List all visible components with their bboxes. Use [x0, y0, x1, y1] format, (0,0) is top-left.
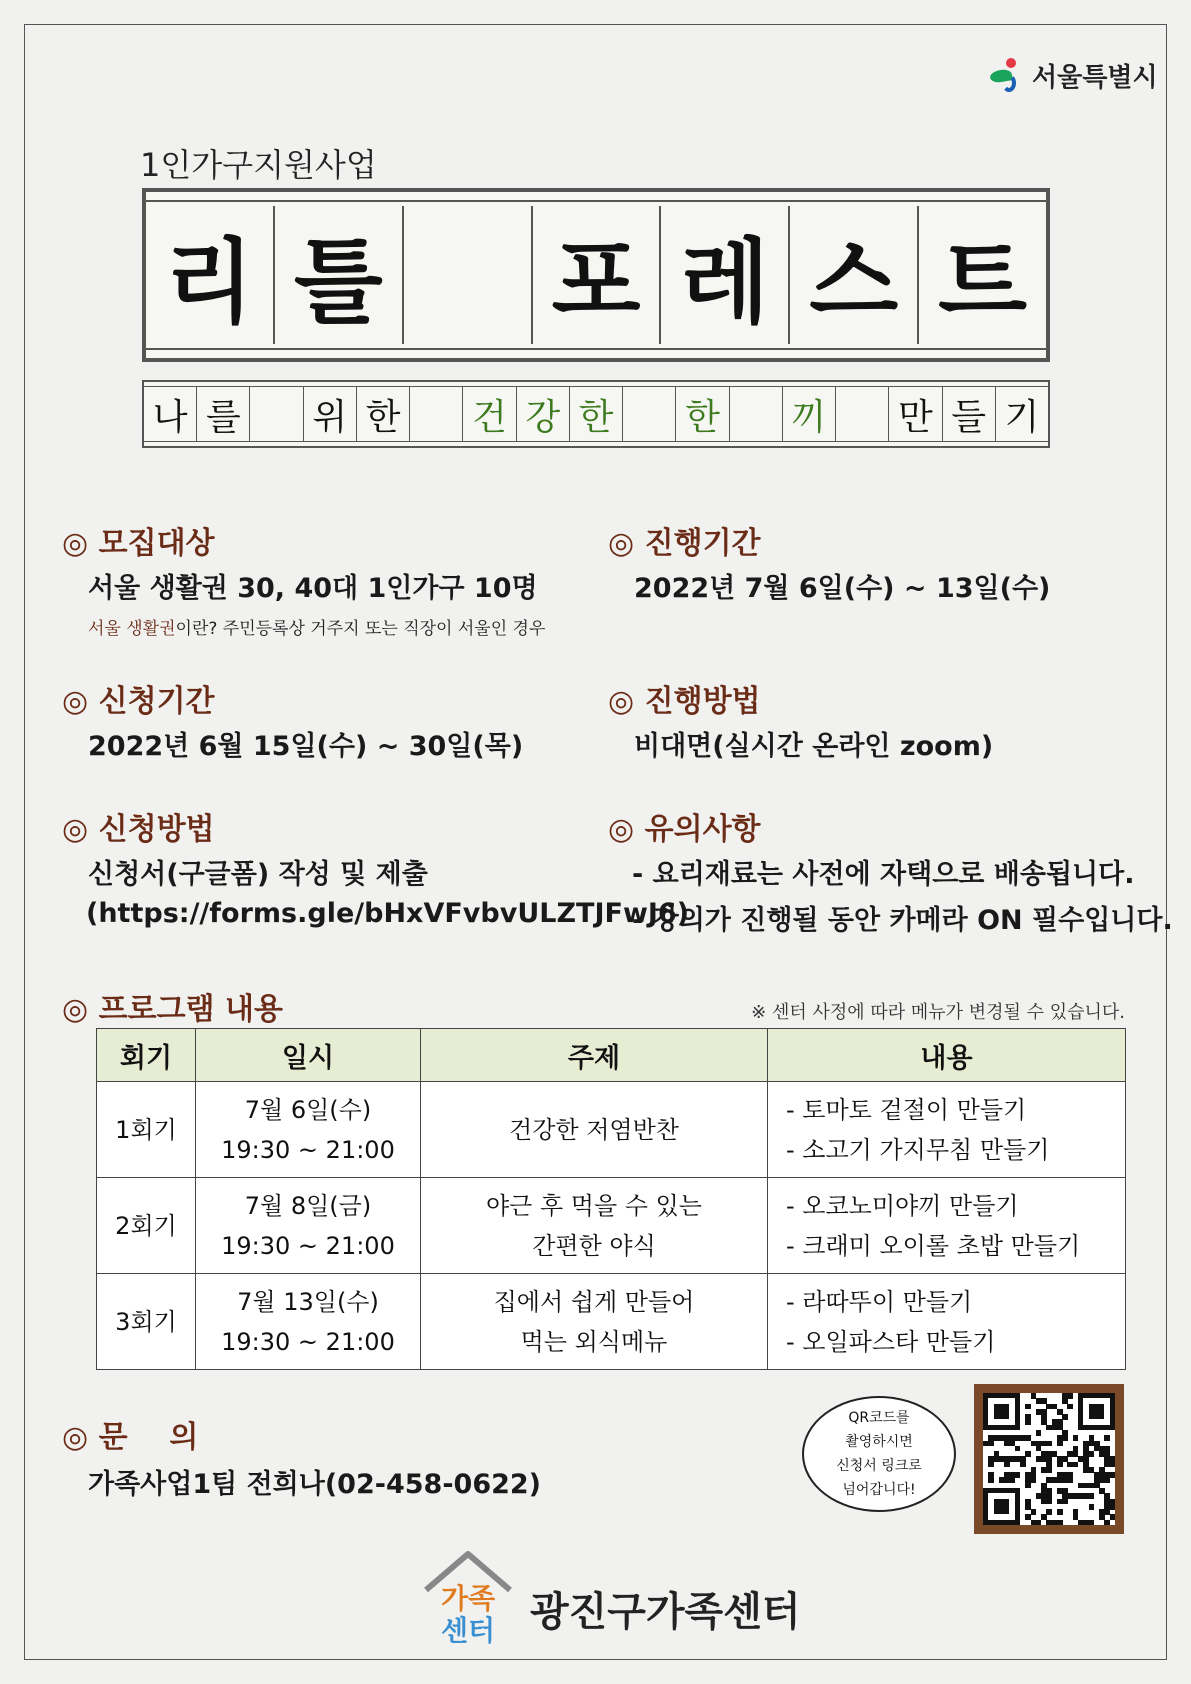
content-line: - 크래미 오이롤 초밥 만들기 [786, 1231, 1081, 1260]
header-datetime: 일시 [196, 1029, 421, 1082]
datetime-cell [196, 1178, 421, 1274]
tagline-char [836, 387, 889, 441]
table-row [97, 1274, 1126, 1370]
time-text: 19:30 ~ 21:00 [221, 1327, 395, 1356]
date-text: 7월 13일(수) [237, 1287, 379, 1316]
tagline-char: 한 [570, 387, 623, 441]
title-char: 레 [661, 206, 790, 344]
topic-line: 건강한 저염반찬 [509, 1115, 679, 1144]
topic-line: 집에서 쉽게 만들어 [493, 1287, 695, 1316]
contact-heading: ◎ 문 의 [62, 1420, 199, 1455]
time-text: 19:30 ~ 21:00 [221, 1231, 395, 1260]
content-cell [768, 1178, 1126, 1274]
period-text: 2022년 7월 6일(수) ~ 13일(수) [634, 573, 1051, 604]
bubble-line: 넘어갑니다! [842, 1482, 916, 1498]
apply-method-text: 신청서(구글폼) 작성 및 제출 [88, 859, 428, 890]
tagline-char: 들 [943, 387, 996, 441]
topic-cell [421, 1274, 768, 1370]
session-cell: 2회기 [97, 1178, 196, 1274]
target-text: 서울 생활권 30, 40대 1인가구 10명 [88, 573, 538, 604]
tagline-char: 한 [357, 387, 410, 441]
seoul-emblem-icon [988, 56, 1026, 94]
topic-line: 간편한 야식 [532, 1231, 656, 1260]
topic-cell [421, 1082, 768, 1178]
title-char: 스 [790, 206, 919, 344]
topic-line: 먹는 외식메뉴 [520, 1327, 668, 1356]
seoul-logo-text: 서울특별시 [1032, 62, 1158, 93]
session-cell: 1회기 [97, 1082, 196, 1178]
content-cell [768, 1274, 1126, 1370]
target-note [88, 614, 545, 639]
method-text: 비대면(실시간 온라인 zoom) [634, 731, 994, 762]
tagline-char: 강 [517, 387, 570, 441]
content-line: - 토마토 겉절이 만들기 [786, 1095, 1027, 1124]
notice-item-1: - 요리재료는 사전에 자택으로 배송됩니다. [632, 859, 1135, 890]
apply-period-heading: ◎ 신청기간 [62, 684, 215, 719]
datetime-cell [196, 1082, 421, 1178]
target-heading: ◎ 모집대상 [62, 526, 215, 561]
tagline-char: 위 [304, 387, 357, 441]
content-line: - 오코노미야끼 만들기 [786, 1191, 1019, 1220]
tagline-char: 나 [144, 387, 197, 441]
logo-text-bottom: 센터 [440, 1614, 496, 1646]
header-content: 내용 [768, 1029, 1126, 1082]
apply-form-link[interactable]: (https://forms.gle/bHxVFvbvULZTJFwJ6) [86, 898, 690, 929]
title-cells [146, 206, 1046, 344]
title-char: 리 [146, 206, 275, 344]
program-subtitle: 1인가구지원사업 [140, 146, 377, 184]
header-topic: 주제 [421, 1029, 768, 1082]
menu-change-note: ※ 센터 사정에 따라 메뉴가 변경될 수 있습니다. [751, 1002, 1125, 1023]
topic-cell [421, 1178, 768, 1274]
content-cell [768, 1082, 1126, 1178]
program-heading: ◎ 프로그램 내용 [62, 992, 283, 1027]
tagline-char: 건 [463, 387, 516, 441]
family-center-logo [418, 1546, 518, 1646]
table-row [97, 1178, 1126, 1274]
tagline-char [730, 387, 783, 441]
tagline-char: 만 [889, 387, 942, 441]
bubble-line: 촬영하시면 [845, 1434, 913, 1450]
apply-method-heading: ◎ 신청방법 [62, 812, 215, 847]
time-text: 19:30 ~ 21:00 [221, 1135, 395, 1164]
tagline-cells [144, 386, 1048, 442]
tagline-char [410, 387, 463, 441]
contact-text: 가족사업1팀 전희나(02-458-0622) [88, 1469, 542, 1500]
target-note-highlight: 서울 생활권 [88, 619, 176, 639]
bubble-line: 신청서 링크로 [836, 1458, 922, 1474]
title-char [404, 206, 533, 344]
content-line: - 오일파스타 만들기 [786, 1327, 996, 1356]
family-center-name: 광진구가족센터 [530, 1589, 801, 1635]
tagline-char: 를 [197, 387, 250, 441]
title-char: 틀 [275, 206, 404, 344]
apply-period-text: 2022년 6월 15일(수) ~ 30일(목) [88, 731, 524, 762]
table-header-row [97, 1029, 1126, 1082]
bubble-line: QR코드를 [848, 1410, 910, 1426]
qr-code-image [983, 1393, 1115, 1525]
tagline-box [142, 380, 1050, 448]
method-heading: ◎ 진행방법 [608, 684, 761, 719]
date-text: 7월 6일(수) [244, 1095, 372, 1124]
tagline-char: 한 [676, 387, 729, 441]
qr-speech-bubble [802, 1396, 956, 1512]
seoul-logo [988, 56, 1158, 94]
logo-text-top: 가족 [440, 1582, 496, 1615]
target-note-rest: 이란? 주민등록상 거주지 또는 직장이 서울인 경우 [175, 619, 546, 639]
tagline-char [250, 387, 303, 441]
qr-code[interactable] [974, 1384, 1124, 1534]
tagline-char: 끼 [783, 387, 836, 441]
notice-heading: ◎ 유의사항 [608, 812, 761, 847]
notice-item-2: - 강의가 진행될 동안 카메라 ON 필수입니다. [632, 905, 1173, 936]
topic-line: 야근 후 먹을 수 있는 [486, 1191, 702, 1220]
title-box [142, 188, 1050, 362]
tagline-char [623, 387, 676, 441]
content-line: - 소고기 가지무침 만들기 [786, 1135, 1050, 1164]
table-row [97, 1082, 1126, 1178]
title-char: 포 [533, 206, 662, 344]
datetime-cell [196, 1274, 421, 1370]
period-heading: ◎ 진행기간 [608, 526, 761, 561]
title-char: 트 [938, 228, 1028, 336]
header-session: 회기 [97, 1029, 196, 1082]
content-line: - 라따뚜이 만들기 [786, 1287, 973, 1316]
tagline-char: 기 [1004, 396, 1040, 438]
date-text: 7월 8일(금) [244, 1191, 372, 1220]
program-table [96, 1028, 1126, 1370]
session-cell: 3회기 [97, 1274, 196, 1370]
